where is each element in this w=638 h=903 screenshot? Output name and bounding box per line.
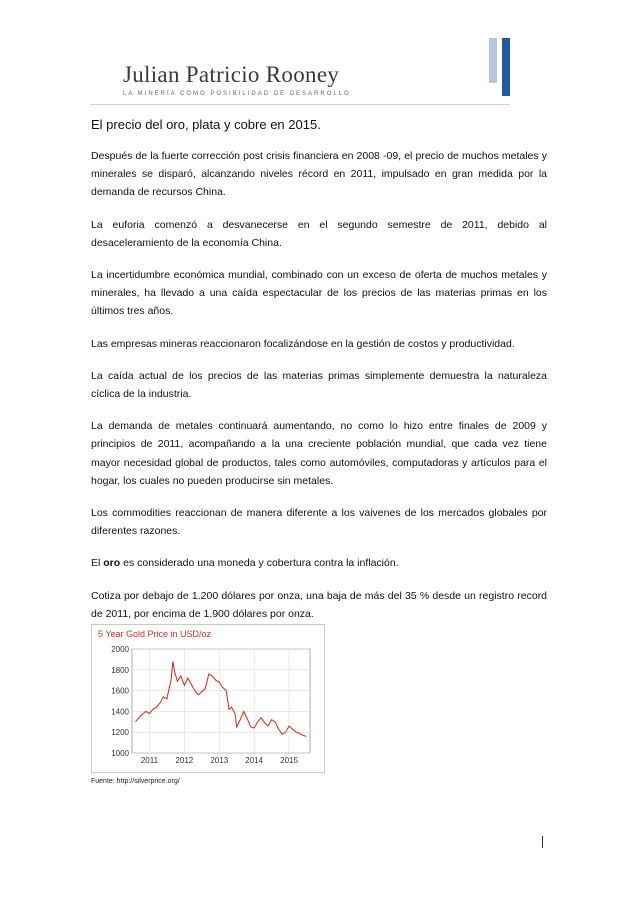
x-tick-label: 2012 [175, 756, 194, 765]
paragraph-8-bold: oro [103, 557, 121, 570]
page-number-mark [542, 836, 543, 848]
paragraph-5: La caída actual de los precios de las materias primas simplemente demuestra la naturaleza cíclica de la industria. [91, 369, 547, 401]
x-tick-label: 2013 [210, 756, 229, 765]
x-tick-label: 2015 [280, 756, 298, 765]
paragraph-3: La incertidumbre económica mundial, combinado con un exceso de oferta de muchos metales y minerales, ha llevado a una caída espectacular de los precios de las materias primas en los últimos tres años. [91, 269, 547, 318]
article-title: El precio del oro, plata y cobre en 2015. [91, 117, 321, 132]
paragraph-7: Los commodities reaccionan de manera diferente a los vaivenes de los mercados globales por diferentes razones. [91, 507, 547, 538]
paragraph-1: Después de la fuerte corrección post crisis financiera en 2008 -09, el precio de muchos metales y minerales se disparó, alcanzando niveles récord en 2011, impulsado en gran medida por la demanda de recursos China. [91, 150, 547, 199]
plot-area [132, 649, 310, 753]
chart-title: 5 Year Gold Price in USD/oz [98, 629, 212, 639]
y-tick-label: 2000 [111, 645, 129, 654]
brand-name: Julian Patricio Rooney [123, 62, 340, 87]
chart-plot [92, 625, 324, 772]
paragraph-2: La euforia comenzó a desvanecerse en el segundo semestre de 2011, debido al desaceleramiento de la economía China. [91, 218, 547, 249]
brand-tagline: LA MINERÍA COMO POSIBILIDAD DE DESARROLLO [123, 91, 351, 97]
paragraph-9: Cotiza por debajo de 1.200 dólares por onza, una baja de más del 35 % desde un registro record de 2011, por encima de 1.900 dólares por onza. [91, 589, 547, 620]
gold-price-chart [91, 624, 325, 773]
paragraph-4: Las empresas mineras reaccionaron focalizándose en la gestión de costos y productividad. [91, 337, 515, 350]
document-header [90, 30, 520, 110]
paragraph-8-post: es considerado una moneda y cobertura contra la inflación. [120, 557, 399, 570]
logo-bar-dark [502, 38, 510, 96]
x-tick-label: 2011 [140, 756, 159, 765]
y-tick-label: 1800 [111, 665, 129, 675]
paragraph-8 [91, 554, 547, 572]
y-tick-label: 1600 [111, 686, 129, 696]
x-tick-label: 2014 [245, 756, 264, 765]
article-body [91, 116, 547, 637]
y-tick-label: 1200 [111, 728, 129, 738]
chart-source: Fuente: http://silverprice.org/ [91, 778, 180, 785]
y-tick-label: 1400 [111, 707, 129, 717]
paragraph-8-pre: El [91, 557, 104, 570]
paragraph-6: La demanda de metales continuará aumentando, no como lo hizo entre finales de 2009 y principios de 2011, acompañando a la una creciente población mundial, que cada vez tiene mayor necesidad global de productos, tales como automóviles, computadoras y artículos para el hogar, los cuales no pueden producirse sin metales. [91, 420, 547, 487]
logo-bar-light [489, 38, 497, 83]
header-rule [90, 104, 510, 105]
y-tick-label: 1000 [111, 749, 129, 758]
